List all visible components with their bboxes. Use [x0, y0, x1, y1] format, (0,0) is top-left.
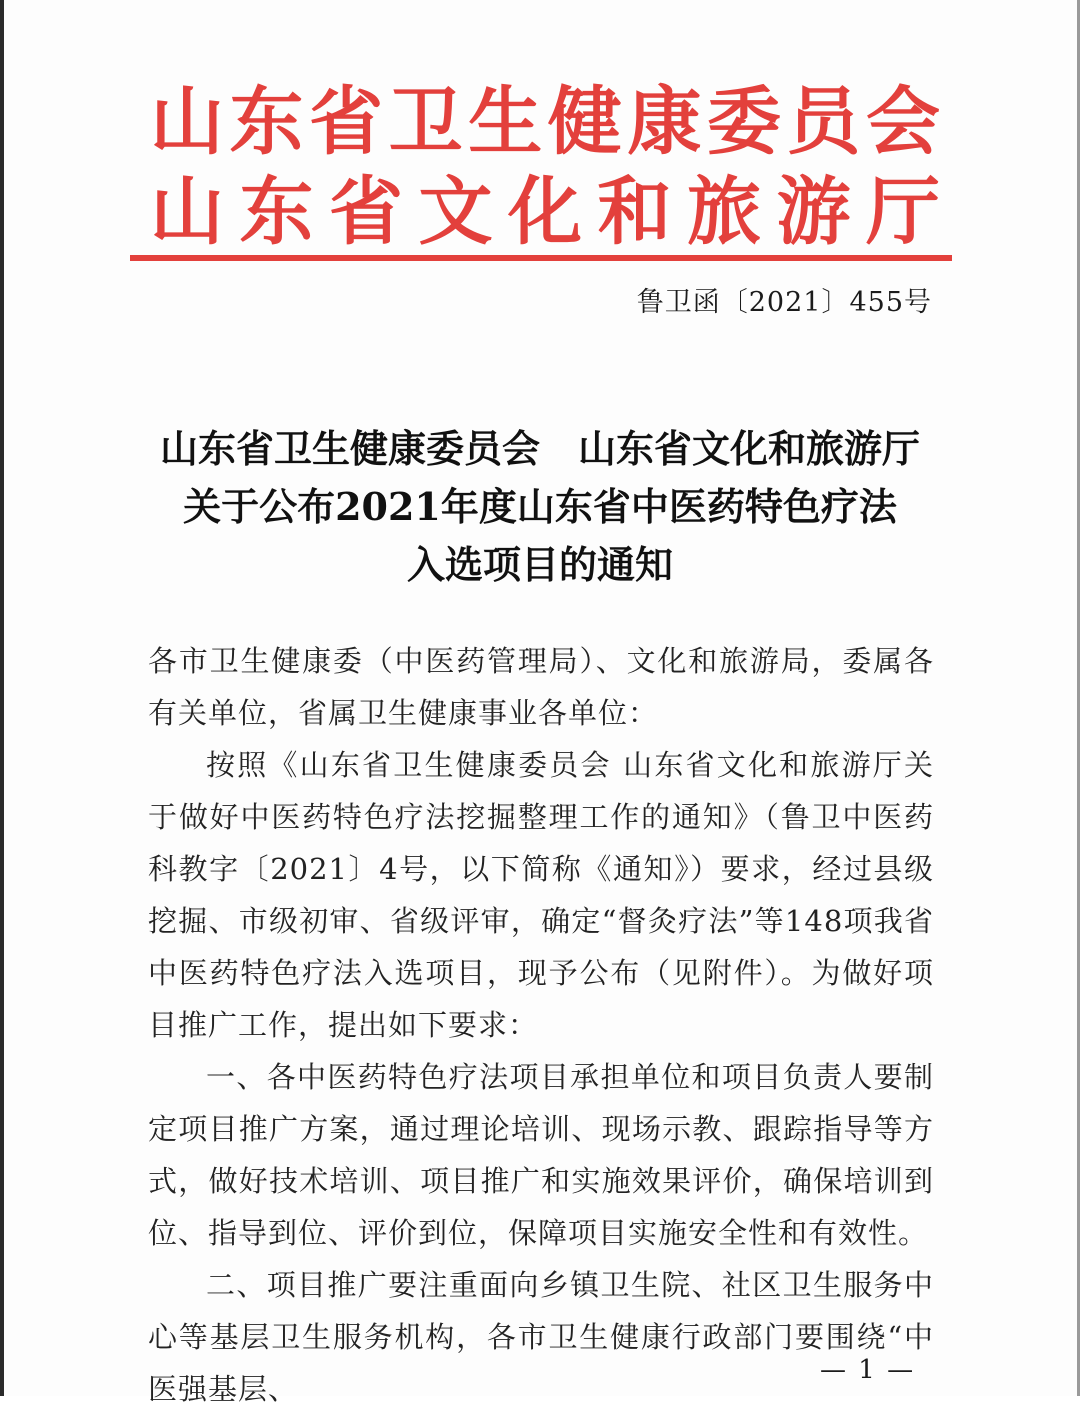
- paragraph-1: 按照《山东省卫生健康委员会 山东省文化和旅游厅关于做好中医药特色疗法挖掘整理工作的通知》（鲁卫中医药科教字〔2021〕4号，以下简称《通知》）要求，经过县级挖掘、市级初审、省级评审，确定“督灸疗法”等148项我省中医药特色疗法入选项目，现予公布（见附件）。为做好项目推广工作，提出如下要求：: [148, 748, 934, 1042]
- document-body: [148, 635, 934, 1415]
- paragraph-3: 二、项目推广要注重面向乡镇卫生院、社区卫生服务中心等基层卫生服务机构，各市卫生健康行政部门要围绕“中医强基层、: [148, 1268, 934, 1406]
- paragraph-2: 一、各中医药特色疗法项目承担单位和项目负责人要制定项目推广方案，通过理论培训、现场示教、跟踪指导等方式，做好技术培训、项目推广和实施效果评价，确保培训到位、指导到位、评价到位，保障项目实施安全性和有效性。: [148, 1060, 934, 1250]
- document-title: [110, 420, 970, 594]
- title-line-2: 关于公布2021年度山东省中医药特色疗法: [183, 484, 897, 529]
- document-number: 鲁卫函〔2021〕455号: [636, 287, 932, 318]
- title-line-3: 入选项目的通知: [406, 542, 673, 587]
- letterhead-line-2: 山东省文化和旅游厅: [150, 169, 940, 255]
- title-line-1: 山东省卫生健康委员会 山东省文化和旅游厅: [159, 426, 920, 471]
- letterhead-divider: [130, 255, 952, 261]
- salutation: 各市卫生健康委（中医药管理局）、文化和旅游局，委属各有关单位，省属卫生健康事业各单位：: [148, 644, 934, 730]
- scan-edge-left: [0, 0, 4, 1396]
- letterhead-line-1: 山东省卫生健康委员会: [150, 79, 940, 165]
- page-number: — 1 —: [820, 1355, 916, 1385]
